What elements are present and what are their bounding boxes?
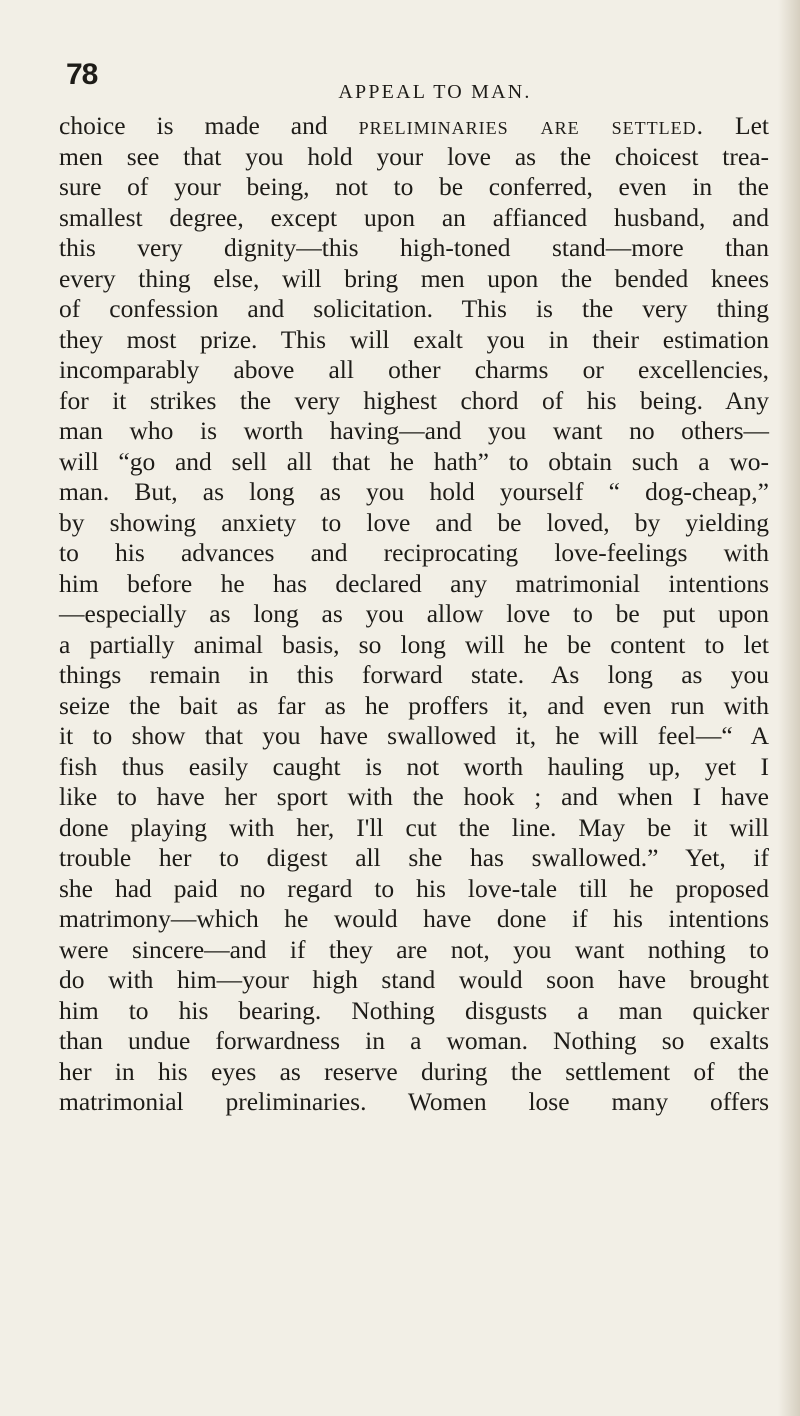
text-line: her in his eyes as reserve during the settlement of the xyxy=(59,1056,769,1086)
running-head: APPEAL TO MAN. xyxy=(338,81,532,103)
text-line: man. But, as long as you hold yourself “ dog-cheap,” xyxy=(59,477,769,506)
text-line: incomparably above all other charms or excellencies, xyxy=(59,355,769,384)
text-line: him before he has declared any matrimonial intentions xyxy=(59,568,769,598)
text-line: done playing with her, I'll cut the line. May be it will xyxy=(59,812,769,842)
text-line: like to have her sport with the hook ; and when I have xyxy=(59,782,769,811)
text-line: him to his bearing. Nothing disgusts a man quicker xyxy=(59,995,769,1025)
text-line: matrimonial preliminaries. Women lose many offers xyxy=(59,1087,769,1116)
text-line: matrimony—which he would have done if his intentions xyxy=(59,904,769,933)
text-line: than undue forwardness in a woman. Nothing so exalts xyxy=(59,1026,769,1055)
text-line: smallest degree, except upon an affianced husband, and xyxy=(59,202,769,232)
text-line-1: choice is made and preliminaries are settled. Let xyxy=(59,111,770,140)
text-line: they most prize. This will exalt you in their estimation xyxy=(59,324,769,354)
page-edge-shadow xyxy=(778,0,800,1416)
page-number: 78 xyxy=(66,58,98,91)
text-line: for it strikes the very highest chord of his being. Any xyxy=(59,385,769,415)
text-line: were sincere—and if they are not, you want nothing to xyxy=(59,934,769,964)
text-line: trouble her to digest all she has swallowed.” Yet, if xyxy=(59,843,769,872)
text-line: —especially as long as you allow love to be put upon xyxy=(59,599,769,628)
text-line: seize the bait as far as he proffers it, and even run with xyxy=(59,690,769,720)
body-text xyxy=(59,111,769,1118)
text-line: to his advances and reciprocating love-feelings with xyxy=(59,538,769,567)
text-line: a partially animal basis, so long will he be content to let xyxy=(59,629,769,659)
text-line: this very dignity—this high-toned stand—more than xyxy=(59,233,769,262)
text-line: every thing else, will bring men upon the bended knees xyxy=(59,263,769,293)
text-line: things remain in this forward state. As long as you xyxy=(59,660,769,689)
text-line: will “go and sell all that he hath” to obtain such a wo- xyxy=(59,446,769,476)
text-line: fish thus easily caught is not worth hauling up, yet I xyxy=(59,751,769,781)
text-line: do with him—your high stand would soon have brought xyxy=(59,965,769,994)
text-line: man who is worth having—and you want no others— xyxy=(59,416,769,445)
smallcaps-phrase: preliminaries are settled. xyxy=(358,111,705,140)
text-line: men see that you hold your love as the choicest trea- xyxy=(59,141,769,171)
text-line: she had paid no regard to his love-tale till he proposed xyxy=(59,873,769,903)
text-line: sure of your being, not to be conferred, even in the xyxy=(59,172,769,201)
text-line: of confession and solicitation. This is the very thing xyxy=(59,294,769,323)
text-line: it to show that you have swallowed it, he will feel—“ A xyxy=(59,721,769,750)
text-line: by showing anxiety to love and be loved, by yielding xyxy=(59,507,769,537)
